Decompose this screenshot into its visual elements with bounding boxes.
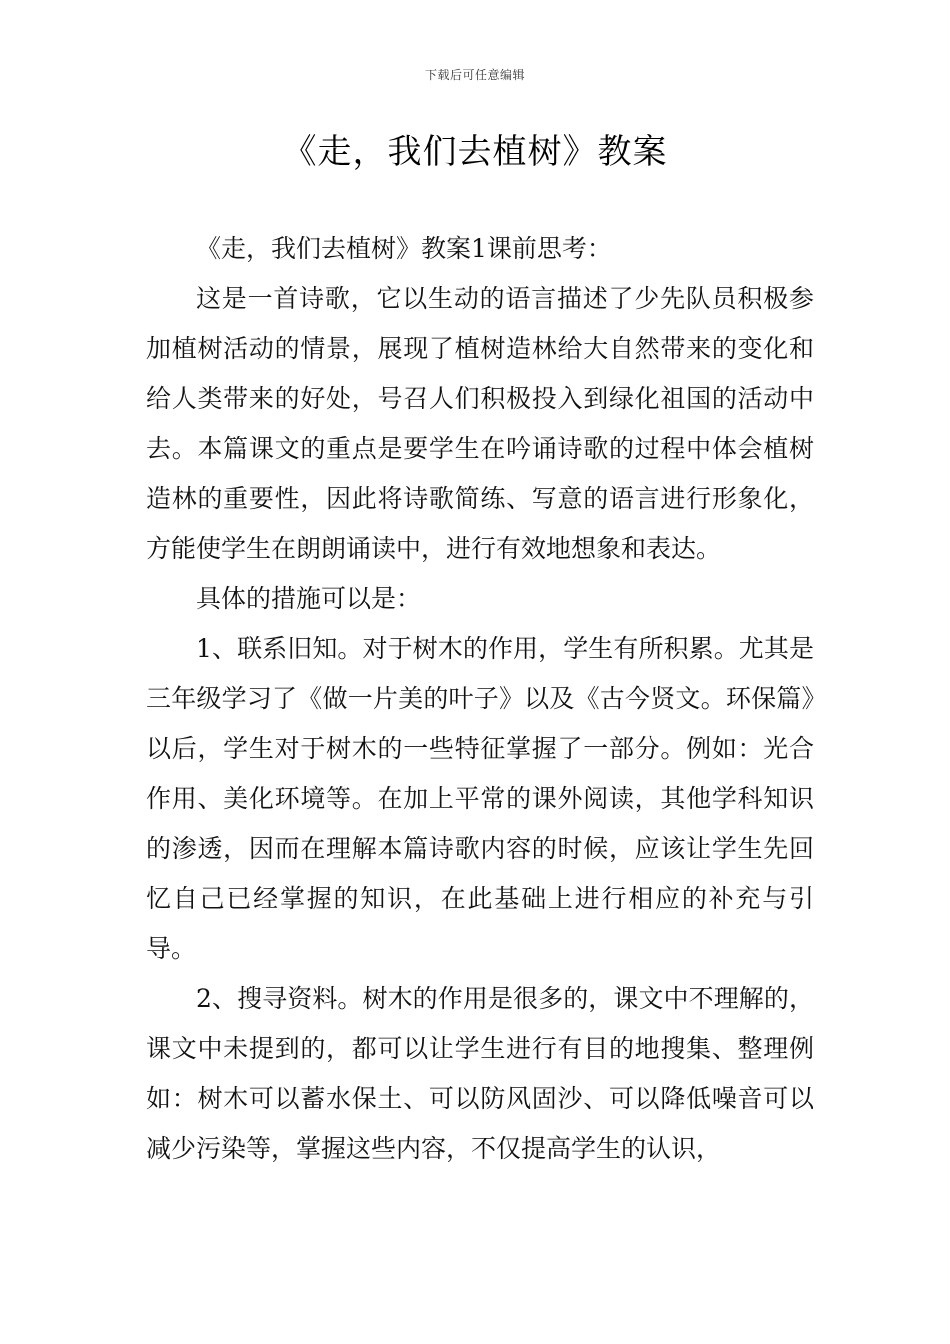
document-body bbox=[146, 224, 814, 1174]
paragraph-intro: 这是一首诗歌，它以生动的语言描述了少先队员积极参加植树活动的情景，展现了植树造林给大自然带来的变化和给人类带来的好处，号召人们积极投入到绿化祖国的活动中去。本篇课文的重点是要学生在吟诵诗歌的过程中体会植树造林的重要性，因此将诗歌简练、写意的语言进行形象化，方能使学生在朗朗诵读中，进行有效地想象和表达。 bbox=[146, 284, 814, 563]
document-title: 《走，我们去植树》教案 bbox=[282, 132, 668, 172]
paragraph-heading: 《走，我们去植树》教案1课前思考： bbox=[196, 234, 612, 263]
paragraph-measure-1: 1、联系旧知。对于树木的作用，学生有所积累。尤其是三年级学习了《做一片美的叶子》以及《古今贤文。环保篇》以后，学生对于树木的一些特征掌握了一部分。例如：光合作用、美化环境等。在加上平常的课外阅读，其他学科知识的渗透，因而在理解本篇诗歌内容的时候，应该让学生先回忆自己已经掌握的知识，在此基础上进行相应的补充与引导。 bbox=[146, 634, 814, 963]
paragraph-measure-2: 2、搜寻资料。树木的作用是很多的，课文中不理解的，课文中未提到的，都可以让学生进行有目的地搜集、整理例如：树木可以蓄水保土、可以防风固沙、可以降低噪音可以减少污染等，掌握这些内容，不仅提高学生的认识， bbox=[146, 984, 814, 1163]
paragraph-measures-heading: 具体的措施可以是： bbox=[196, 584, 422, 613]
header-note: 下载后可任意编辑 bbox=[424, 68, 525, 82]
